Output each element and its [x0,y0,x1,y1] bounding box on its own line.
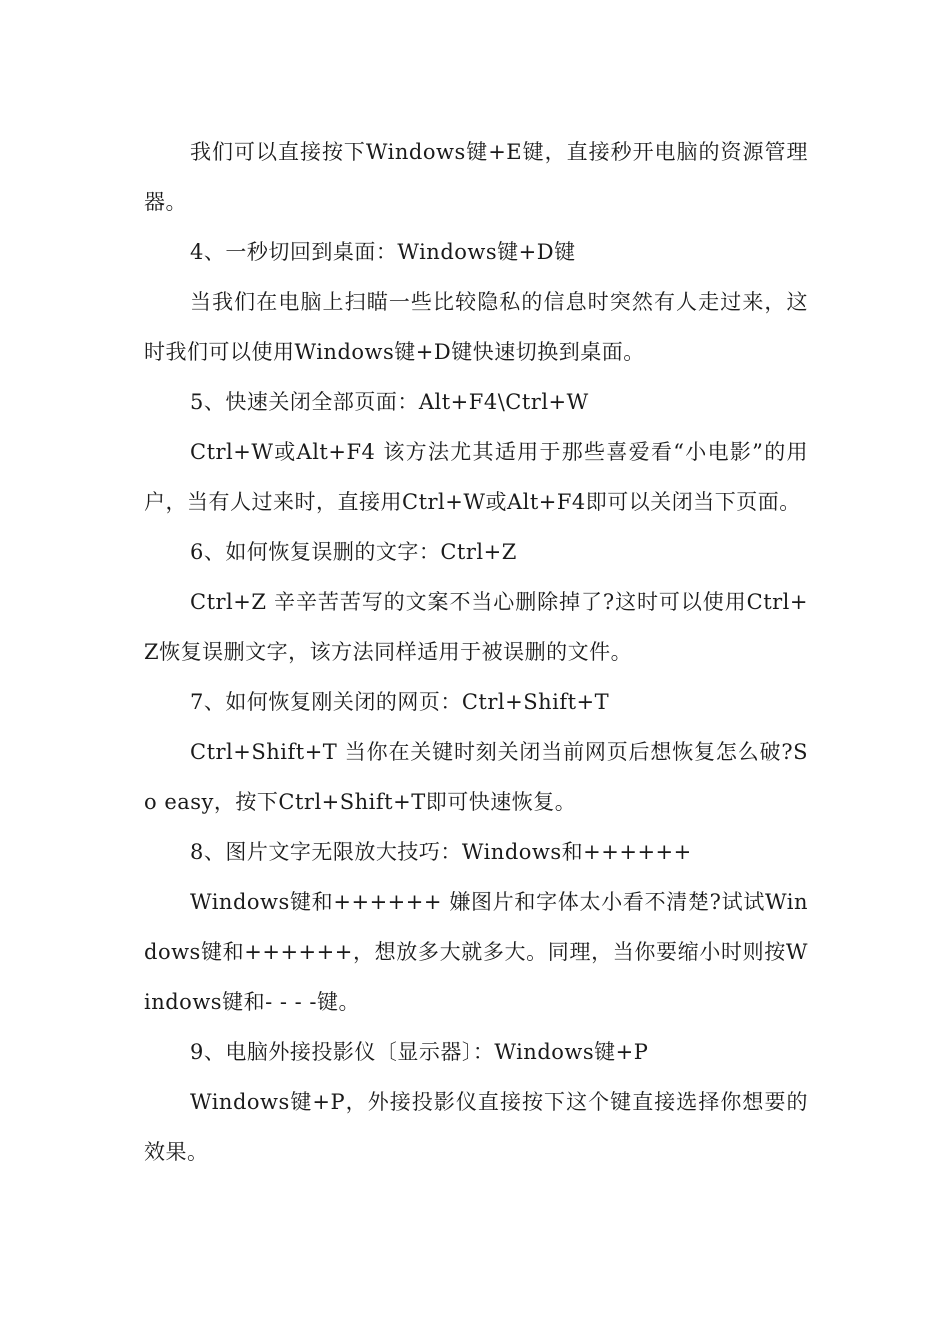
paragraph-restore-webpage-body: Ctrl+Shift+T 当你在关键时刻关闭当前网页后想恢复怎么破?So easy，按下Ctrl+Shift+T即可快速恢复。 [144,740,808,814]
paragraph-zoom-body: Windows键和++++++ 嫌图片和字体太小看不清楚?试试Windows键和++++++，想放多大就多大。同理，当你要缩小时则按Windows键和- - - -键。 [144,890,808,1014]
heading-zoom: 8、图片文字无限放大技巧：Windows和++++++ [190,840,692,864]
paragraph-show-desktop-body: 当我们在电脑上扫瞄一些比较隐私的信息时突然有人走过来，这时我们可以使用Windows键+D键快速切换到桌面。 [144,290,808,364]
heading-restore-webpage: 7、如何恢复刚关闭的网页：Ctrl+Shift+T [190,690,610,714]
paragraph-explorer-shortcut-body: 我们可以直接按下Windows键+E键，直接秒开电脑的资源管理器。 [144,140,808,214]
paragraph-close-pages-body: Ctrl+W或Alt+F4 该方法尤其适用于那些喜爱看“小电影”的用户，当有人过来时，直接用Ctrl+W或Alt+F4即可以关闭当下页面。 [144,440,808,514]
document-body [144,127,808,1177]
heading-show-desktop: 4、一秒切回到桌面：Windows键+D键 [190,240,576,264]
heading-restore-text: 6、如何恢复误删的文字：Ctrl+Z [190,540,517,564]
paragraph-projector-body: Windows键+P，外接投影仪直接按下这个键直接选择你想要的效果。 [144,1090,808,1164]
paragraph-restore-text-body: Ctrl+Z 辛辛苦苦写的文案不当心删除掉了?这时可以使用Ctrl+Z恢复误删文字，该方法同样适用于被误删的文件。 [144,590,808,664]
heading-projector: 9、电脑外接投影仪〔显示器〕：Windows键+P [190,1040,649,1064]
heading-close-pages: 5、快速关闭全部页面：Alt+F4\Ctrl+W [190,390,589,414]
